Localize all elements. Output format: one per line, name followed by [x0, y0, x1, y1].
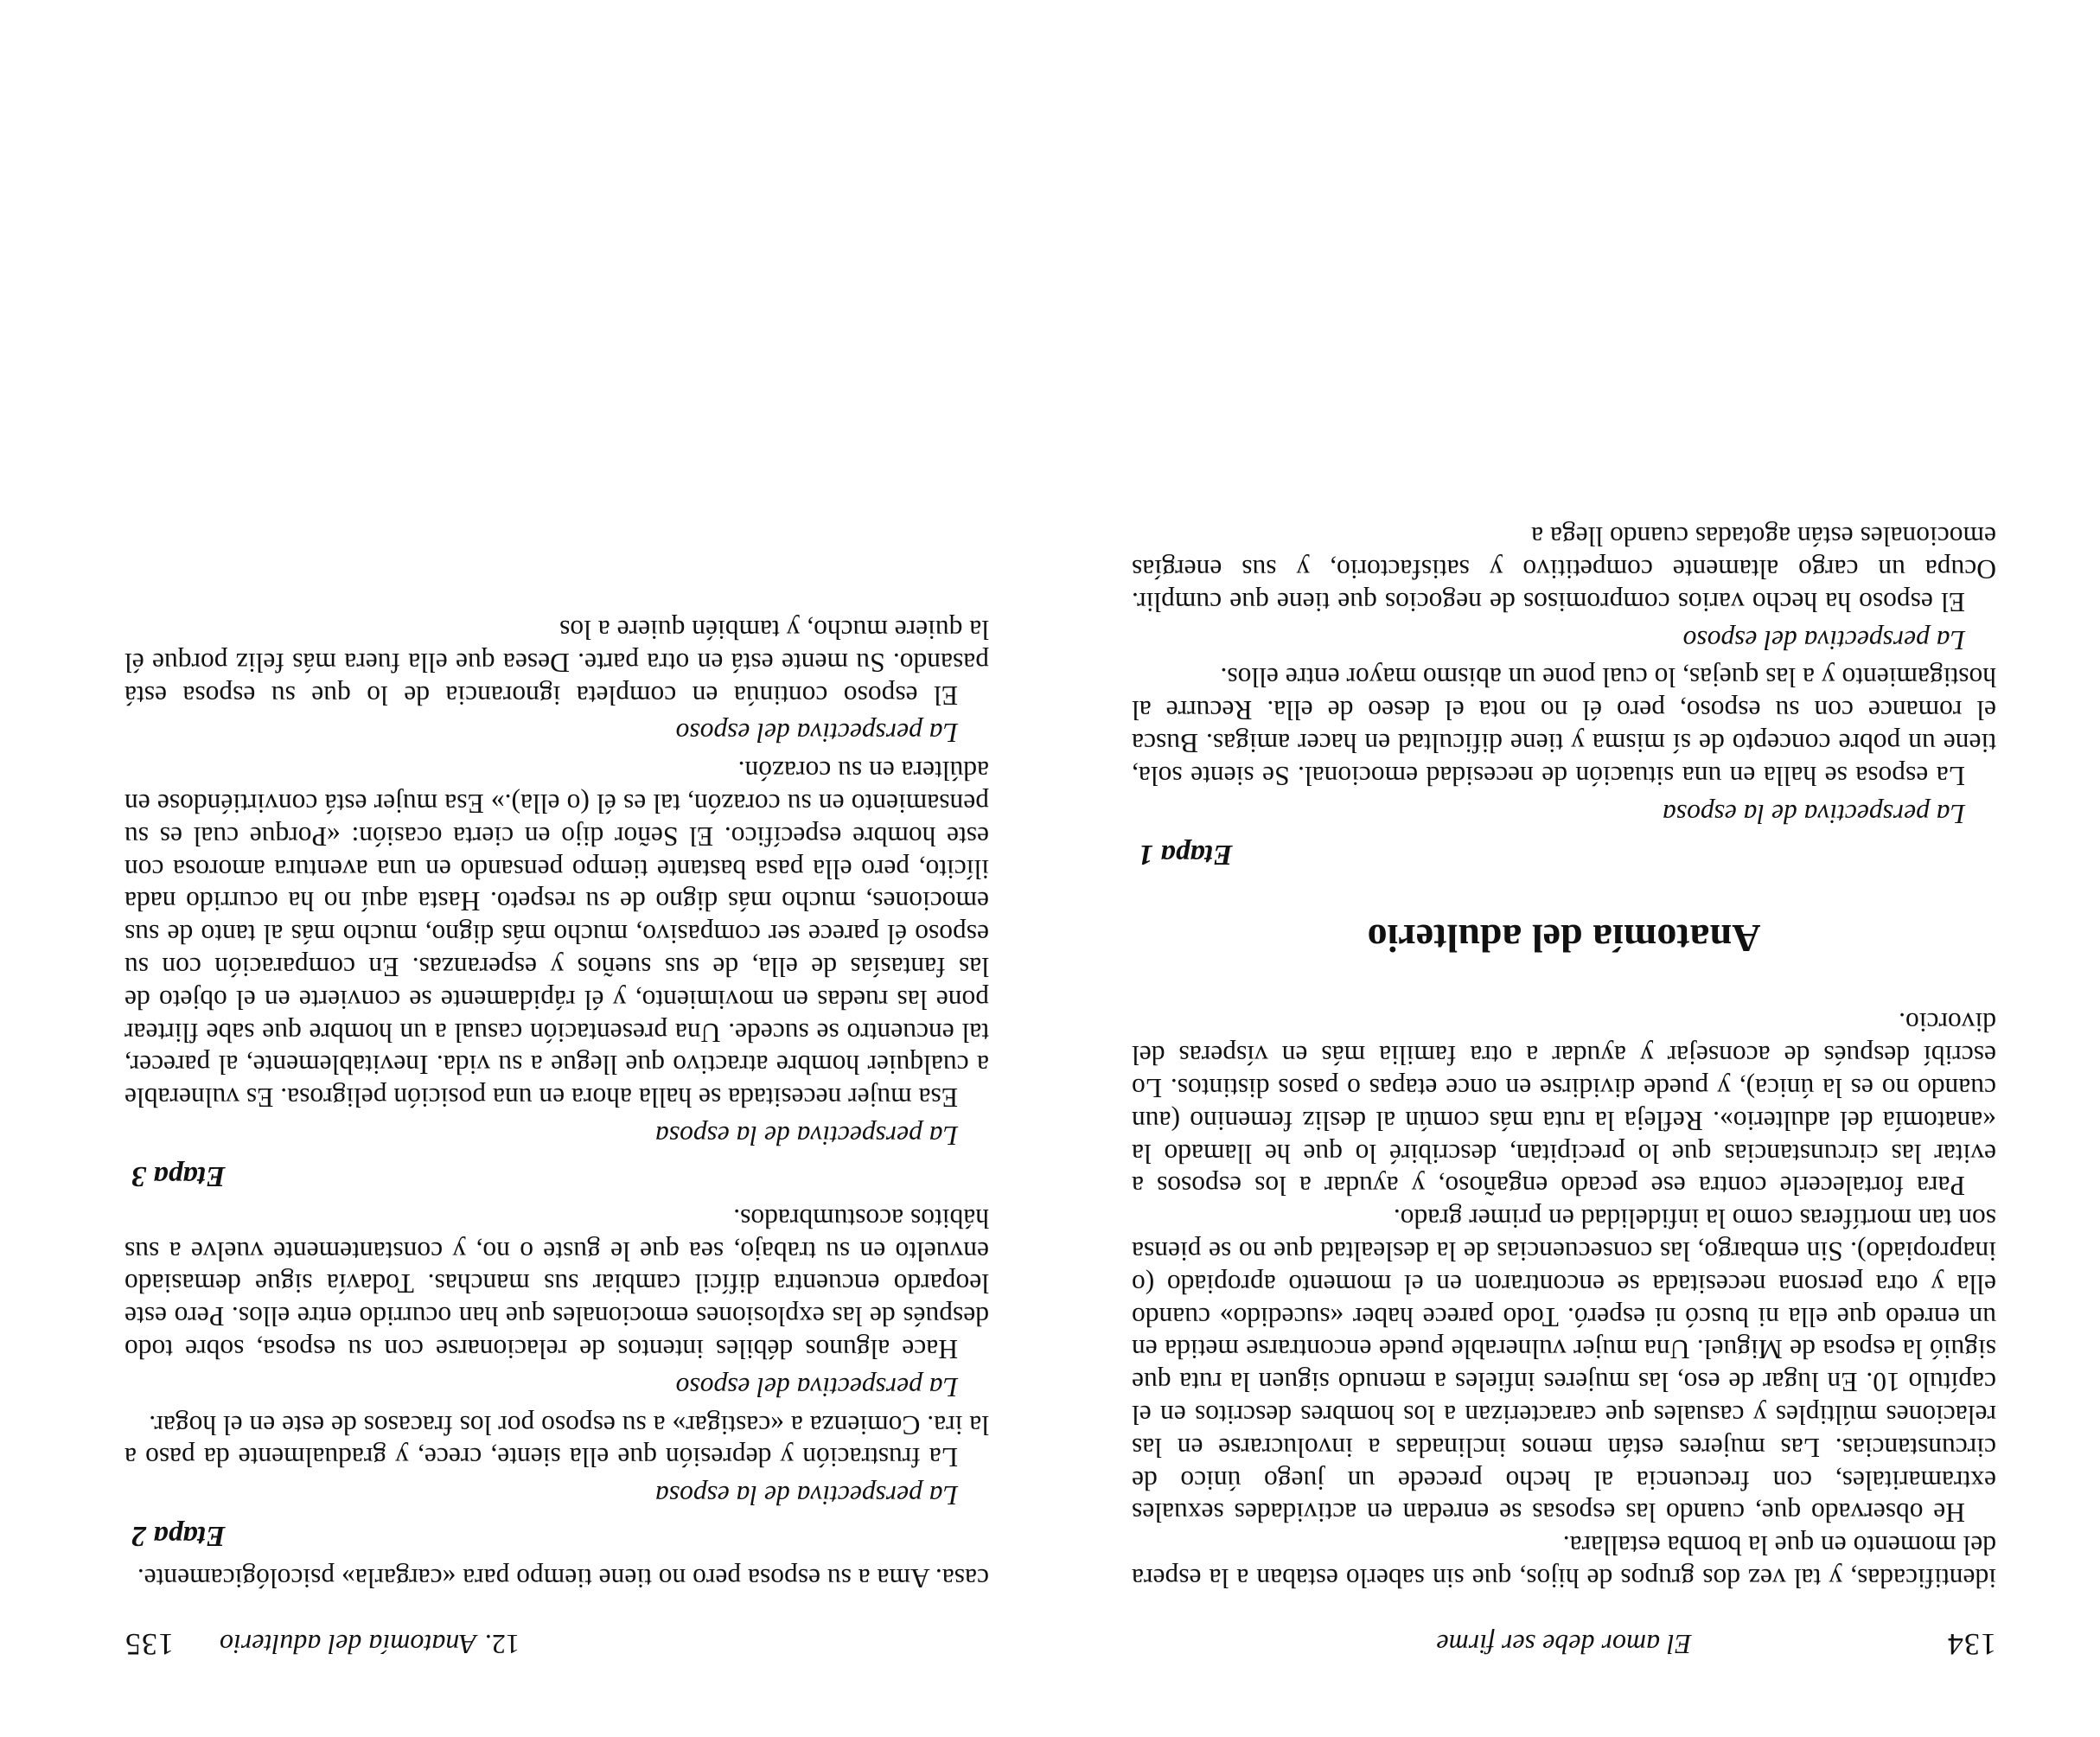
page-number: 134 — [1947, 1627, 1996, 1662]
paragraph: identificadas, y tal vez dos grupos de hijos, que sin saberlo estaban a la espera del momento en que la bomba estallara. — [1132, 1530, 1996, 1593]
perspective-subheading: La perspectiva del esposo — [1682, 624, 1965, 655]
page-number: 135 — [124, 1627, 174, 1662]
paragraph: El esposo continúa en completa ignorancia de lo que su esposa está pasando. Su mente está en otra parte. Desea que ella fuera más feliz porque él la quiere mucho, y también quiere a los — [124, 615, 989, 711]
paragraph: La frustración y depresión que ella siente, crece, y gradualmente da paso a la ira. Comienza a «castigar» a su esposo por los fracasos de este en el hogar. — [124, 1409, 989, 1473]
chapter-title: Anatomía del adulterio — [220, 1629, 476, 1660]
stage-heading: Etapa 2 — [131, 1520, 226, 1553]
chapter-number: 12. — [484, 1629, 520, 1660]
right-page-header — [124, 1623, 989, 1666]
right-page — [124, 0, 989, 1737]
left-page-body — [1132, 520, 1996, 1594]
paragraph: He observado que, cuando las esposas se enredan en actividades sexuales extramaritales, con frecuencia al hecho precede un juego único de circunstancias. Las mujeres están menos inclinadas a involucrarse en las relaciones múltiples y casuales que caracterizan a los hombres descritos en el capítulo 10. En lugar de eso, las mujeres infieles a menudo siguen la ruta que siguió la esposa de Miguel. Una mujer vulnerable puede encontrarse metida en un enredo que ella ni buscó ni esperó. Todo parece haber «sucedido» cuando ella y otra persona necesitada se encontraron en el momento apropiado (o inapropiado). Sin embargo, las consecuencias de la deslealtad que no se piensa son tan mortíferas como la infidelidad en primer grado. — [1132, 1204, 1996, 1529]
left-page-header — [1132, 1623, 1996, 1666]
stage-heading: Etapa 3 — [131, 1160, 226, 1193]
paragraph: El esposo ha hecho varios compromisos de negocios que tiene que cumplir. Ocupa un cargo altamente competitivo y satisfactorio, y sus energías emocionales están agotadas cuando llega a — [1132, 521, 1996, 617]
perspective-subheading: La perspectiva del esposo — [675, 718, 958, 749]
running-head: El amor debe ser firme — [1436, 1629, 1692, 1660]
paragraph: La esposa se halla en una situación de necesidad emocional. Se siente sola, tiene un pobre concepto de sí misma y tiene dificultad en hacer amigas. Busca el romance con su esposo, pero él no nota el deseo de ella. Recurre al hostigamiento y a las quejas, lo cual pone un abismo mayor entre ellos. — [1132, 662, 1996, 791]
paragraph: casa. Ama a su esposa pero no tiene tiempo para «cargarla» psicológicamente. — [137, 1563, 989, 1593]
perspective-subheading: La perspectiva de la esposa — [1663, 798, 1965, 829]
section-title: Anatomía del adulterio — [1367, 916, 1761, 961]
left-page — [1132, 0, 1996, 1737]
paragraph: Para fortalecerle contra ese pecado engañoso, y ayudar a los esposos a evitar las circunstancias que lo precipitan, describiré lo que he llamado la «anatomía del adulterio». Refleja la ruta más común al desliz femenino (aun cuando no es la única), y puede dividirse en once etapas o pasos distintos. Lo escribí después de aconsejar y ayudar a otra familia más en vísperas del divorcio. — [1132, 1007, 1996, 1202]
right-page-body — [124, 613, 989, 1594]
perspective-subheading: La perspectiva de la esposa — [655, 1480, 958, 1511]
running-head — [220, 1623, 520, 1666]
stage-heading: Etapa 1 — [1139, 838, 1233, 871]
perspective-subheading: La perspectiva de la esposa — [655, 1121, 958, 1152]
paragraph: Hace algunos débiles intentos de relacionarse con su esposa, sobre todo después de las explosiones emocionales que han ocurrido entre ellos. Pero este leopardo encuentra difícil cambiar sus manchas. Todavía sigue demasiado envuelto en su trabajo, sea que le guste o no, y constantemente vuelve a sus hábitos acostumbrados. — [124, 1203, 989, 1365]
paragraph: Esa mujer necesitada se halla ahora en una posición peligrosa. Es vulnerable a cualquier hombre atractivo que llegue a su vida. Inevitablemente, al parecer, tal encuentro se sucede. Una presentación casual a un hombre que sabe flirtear pone las ruedas en movimiento, y él rápidamente se convierte en el objeto de las fantasías de ella, de sus sueños y esperanzas. En comparación con su esposo él parece ser compasivo, mucho más digno, mucho más al tanto de sus emociones, mucho más digno de su respeto. Hasta aquí no ha ocurrido nada ilícito, pero ella pasa bastante tiempo pensando en una aventura amorosa con este hombre específico. El Señor dijo en cierta ocasión: «Porque cual es su pensamiento en su corazón, tal es él (o ella).» Esa mujer está convirtiéndose en adúltera en su corazón. — [124, 756, 989, 1114]
perspective-subheading: La perspectiva del esposo — [675, 1371, 958, 1402]
